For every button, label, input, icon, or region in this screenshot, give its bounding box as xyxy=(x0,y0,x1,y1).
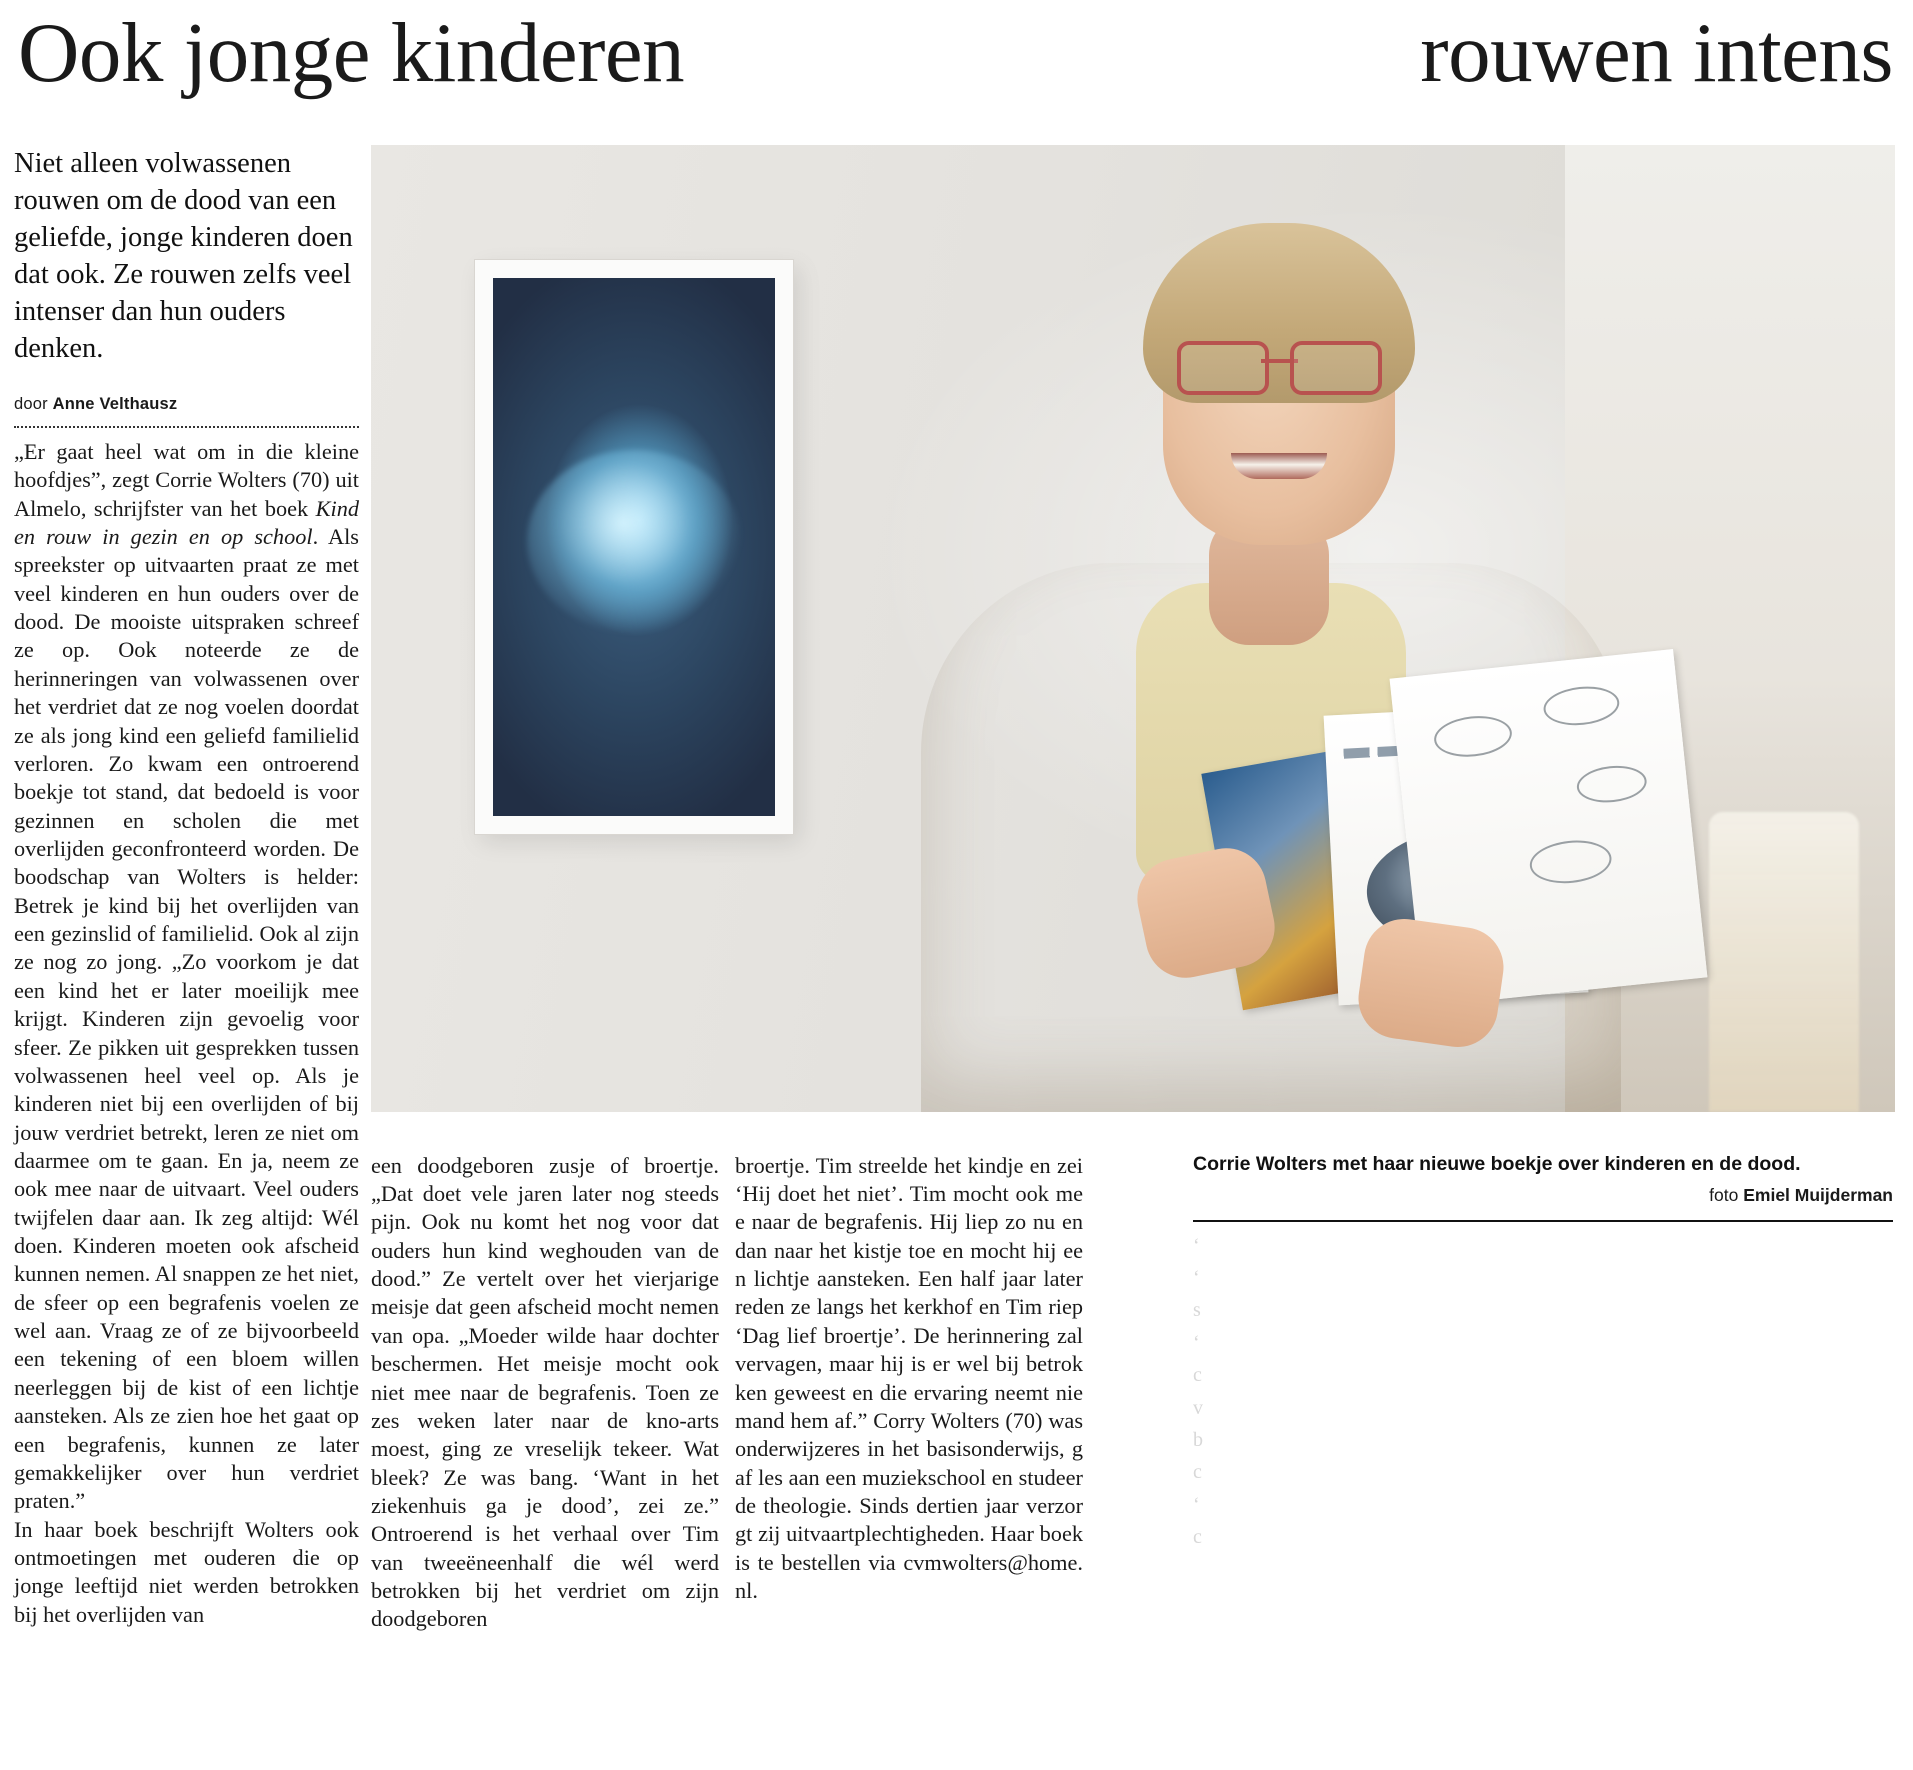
article-lead: Niet alleen volwassenen rouwen om de dood van een geliefde, jonge kinderen doen dat ook. Ze rouwen zelfs veel intenser dan hun ouders denken. xyxy=(14,147,353,364)
faded-line: c xyxy=(1193,1364,1202,1387)
glasses-left-lens xyxy=(1177,341,1269,395)
article-photo xyxy=(371,145,1895,1112)
caption-divider xyxy=(1193,1220,1893,1222)
photo-framed-painting xyxy=(475,260,793,834)
paragraph-1b: . Als spreekster op uitvaarten praat ze met veel kinderen en hun ouders over de dood. De mooiste uitspraken schreef ze op. Ook noteerde ze de herinneringen van volwassenen over het verdriet dat ze nog voelen doordat ze als jong kind een geliefd familielid verloren. Zo kwam een ontroerend boekje tot stand, dat bedoeld is voor gezinnen en scholen die met overlijden geconfronteerd worden. De boodschap van Wolters is helder: Betrek je kind bij het overlijden van een gezinslid of familielid. Ook al zijn ze nog zo jong. „Zo voorkom je dat een kind het er later moeilijk mee krijgt. Kinderen zijn gevoelig voor sfeer. Ze pikken uit gesprekken tussen volwassenen heel veel op. Als je kinderen niet bij een overlijden of bij jouw verdriet betrekt, leren ze niet om daarmee om te gaan. En ja, neem ze ook mee naar de uitvaart. Veel ouders twijfelen daar aan. Ik zeg altijd: Wél doen. Kinderen moeten ook afscheid kunnen nemen. Al snappen ze het niet, de sfeer op een begrafenis voelen ze wel aan. Vraag ze of ze bijvoorbeeld een tekening of een bloem willen neerleggen bij de kist of een lichtje aansteken. Als ze zien hoe het gaat op een begrafenis, kunnen ze later gemakkelijker over hun verdriet praten.” xyxy=(14,524,359,1514)
drawing-cloud-1 xyxy=(1432,712,1514,760)
faded-line: c xyxy=(1193,1526,1202,1549)
book-title: Kind en rouw in gezin en op school xyxy=(14,495,359,550)
column-three xyxy=(735,1152,1083,1606)
byline-prefix: door xyxy=(14,394,48,413)
photo-caption: Corrie Wolters met haar nieuwe boekje over kinderen en de dood. xyxy=(1193,1152,1801,1175)
faded-line: ‘ xyxy=(1193,1234,1200,1257)
faded-column-fragment xyxy=(1193,1230,1893,1770)
faded-line: ‘ xyxy=(1193,1331,1200,1354)
faded-line: v xyxy=(1193,1396,1203,1419)
faded-line: ‘ xyxy=(1193,1267,1200,1290)
column-two xyxy=(371,1152,719,1634)
faded-line: b xyxy=(1193,1429,1203,1452)
drawing-cloud-2 xyxy=(1542,683,1622,729)
faded-line: ‘ xyxy=(1193,1493,1200,1516)
headline-right: rouwen intens xyxy=(1420,6,1893,100)
byline-divider xyxy=(14,426,359,428)
photo-lamp xyxy=(1709,812,1859,1112)
faded-line: c xyxy=(1193,1461,1202,1484)
column-one-text xyxy=(14,438,359,1629)
photo-credit-prefix: foto xyxy=(1709,1184,1739,1205)
drawing-cloud-4 xyxy=(1528,836,1614,886)
subject-glasses xyxy=(1177,341,1382,387)
byline-author: Anne Velthausz xyxy=(52,394,178,413)
photo-caption-block xyxy=(1193,1152,1893,1222)
painting-canvas xyxy=(493,278,775,816)
paragraph-1 xyxy=(14,438,359,1516)
paragraph-4: broertje. Tim streelde het kindje en zei ‘Hij doet het niet’. Tim mocht ook mee naar de begrafenis. Hij liep zo nu en dan naar het kistje toe en mocht hij een lichtje aansteken. Een half jaar later reden ze langs het kerkhof en Tim riep ‘Dag lief broertje’. De herinnering zal vervagen, maar hij is er wel bij betrokken geweest en die ervaring neemt niemand hem af.” Corry Wolters (70) was onderwijzeres in het basisonderwijs, gaf les aan een muziekschool en studeerde theologie. Sinds dertien jaar verzorgt zij uitvaartplechtigheden. Haar boek is te bestellen via cvmwolters@home.nl. xyxy=(735,1152,1083,1604)
photo-subject-person xyxy=(891,163,1651,1112)
faded-line: s xyxy=(1193,1299,1201,1322)
column-two-text xyxy=(371,1152,719,1634)
headline-left: Ook jonge kinderen xyxy=(18,6,685,100)
page-title xyxy=(0,0,1913,100)
paragraph-2: In haar boek beschrijft Wolters ook ontmoetingen met ouderen die op jonge leeftijd niet werden betrokken bij het overlijden van xyxy=(14,1516,359,1627)
photo-background xyxy=(371,145,1895,1112)
paragraph-3: een doodgeboren zusje of broertje. „Dat doet vele jaren later nog steeds pijn. Ook nu komt het nog voor dat ouders hun kind weghouden van de dood.” Ze vertelt over het vierjarige meisje dat geen afscheid mocht nemen van opa. „Moeder wilde haar dochter beschermen. Het meisje mocht ook niet mee naar de begrafenis. Toen ze zes weken later naar de kno-arts moest, ging ze vreselijk tekeer. Wat bleek? Ze was bang. ‘Want in het ziekenhuis ga je dood’, zei ze.” Ontroerend is het verhaal over Tim van tweeëneenhalf die wél werd betrokken bij het verdriet om zijn doodgeboren xyxy=(371,1152,719,1632)
subject-right-hand xyxy=(1353,914,1508,1052)
photo-credit-name: Emiel Muijderman xyxy=(1743,1184,1893,1205)
photo-credit xyxy=(1193,1185,1893,1206)
subject-mouth xyxy=(1231,453,1327,479)
drawing-cloud-3 xyxy=(1575,762,1648,805)
column-one xyxy=(14,145,359,1629)
column-three-text xyxy=(735,1152,1083,1606)
paragraph-1a: „Er gaat heel wat om in die kleine hoofdjes”, zegt Corrie Wolters (70) uit Almelo, schrijfster van het boek xyxy=(14,438,359,521)
byline xyxy=(14,395,359,414)
glasses-right-lens xyxy=(1290,341,1382,395)
